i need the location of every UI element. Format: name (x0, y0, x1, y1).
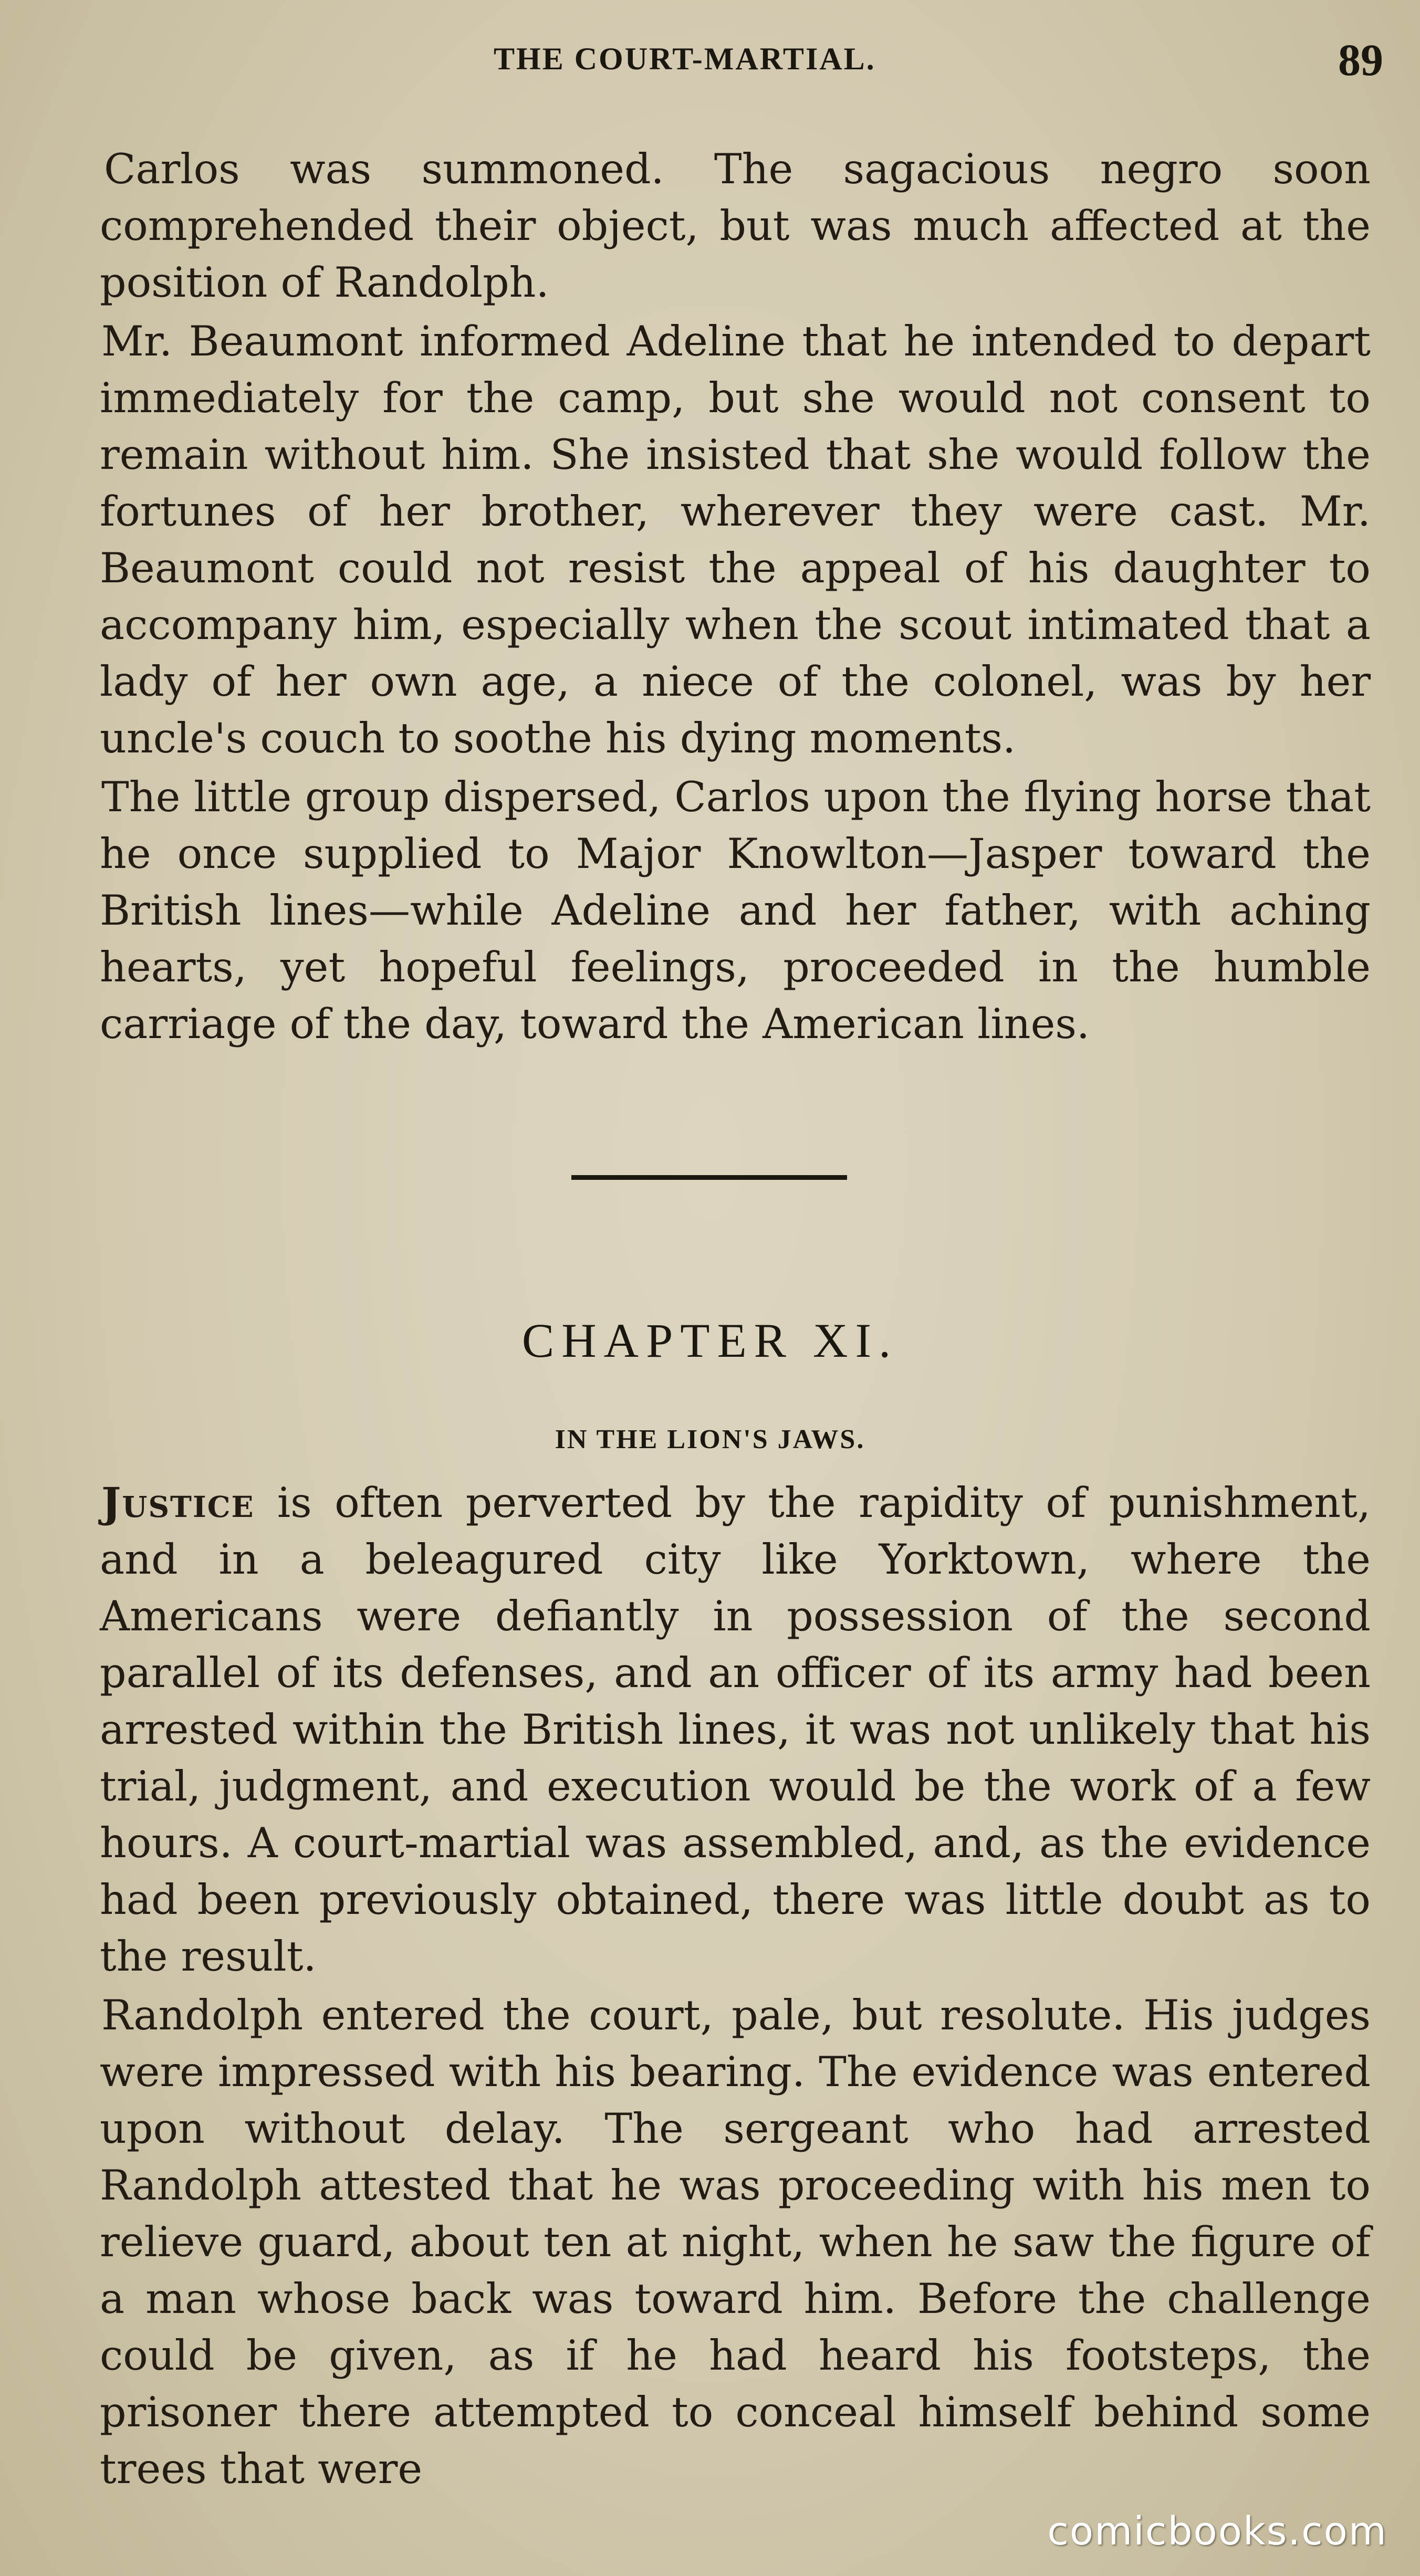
chapter-heading: CHAPTER XI. (521, 1314, 899, 1367)
page-number: 89 (1338, 35, 1383, 85)
chapter-subtitle: IN THE LION'S JAWS. (555, 1425, 865, 1454)
section-divider-rule (571, 1175, 847, 1180)
paragraph-text: is often perverted by the rapidity of punishment, and in a beleagured city like Yorktown, where the Americans were defiantly in possession of the second parallel of its defenses, and an officer of its army had been arrested within the British lines, it was not unlikely that his trial, judgment, and execution would be the work of a few hours. A court-martial was assembled, and, as the evidence had been previously obtained, there was little doubt as to the result. (100, 1479, 1371, 1981)
paragraph-lead-word: Justice (101, 1478, 255, 1527)
running-title: THE COURT-MARTIAL. (494, 41, 876, 76)
section-1-body (100, 141, 1371, 1054)
paragraph: The little group dispersed, Carlos upon the flying horse that he once supplied to Major Knowlton—Jasper toward the British lines—while Adeline and her father, with aching hearts, yet hopeful feelings, proceeded in the humble carriage of the day, toward the American lines. (100, 773, 1371, 1048)
running-head (95, 32, 1383, 95)
paragraph: Mr. Beaumont informed Adeline that he intended to depart immediately for the camp, but she would not consent to remain without him. She insisted that she would follow the fortunes of her brother, wherever they were cast. Mr. Beaumont could not resist the appeal of his daughter to accompany him, especially when the scout intimated that a lady of her own age, a niece of the colonel, was by her uncle's couch to soothe his dying moments. (100, 317, 1371, 762)
section-2-body (100, 1474, 1371, 2499)
paragraph (100, 1474, 1371, 1985)
watermark-logo: comicbooks.com (1047, 2509, 1387, 2554)
paragraph: Carlos was summoned. The sagacious negro soon comprehended their object, but was much affected at the position of Randolph. (100, 145, 1371, 307)
paragraph: Randolph entered the court, pale, but resolute. His judges were impressed with his bearing. The evidence was entered upon without delay. The sergeant who had arrested Randolph attested that he was proceeding with his men to relieve guard, about ten at night, when he saw the figure of a man whose back was toward him. Before the challenge could be given, as if he had heard his footsteps, the prisoner there attempted to conceal himself behind some trees that were (100, 1991, 1371, 2493)
